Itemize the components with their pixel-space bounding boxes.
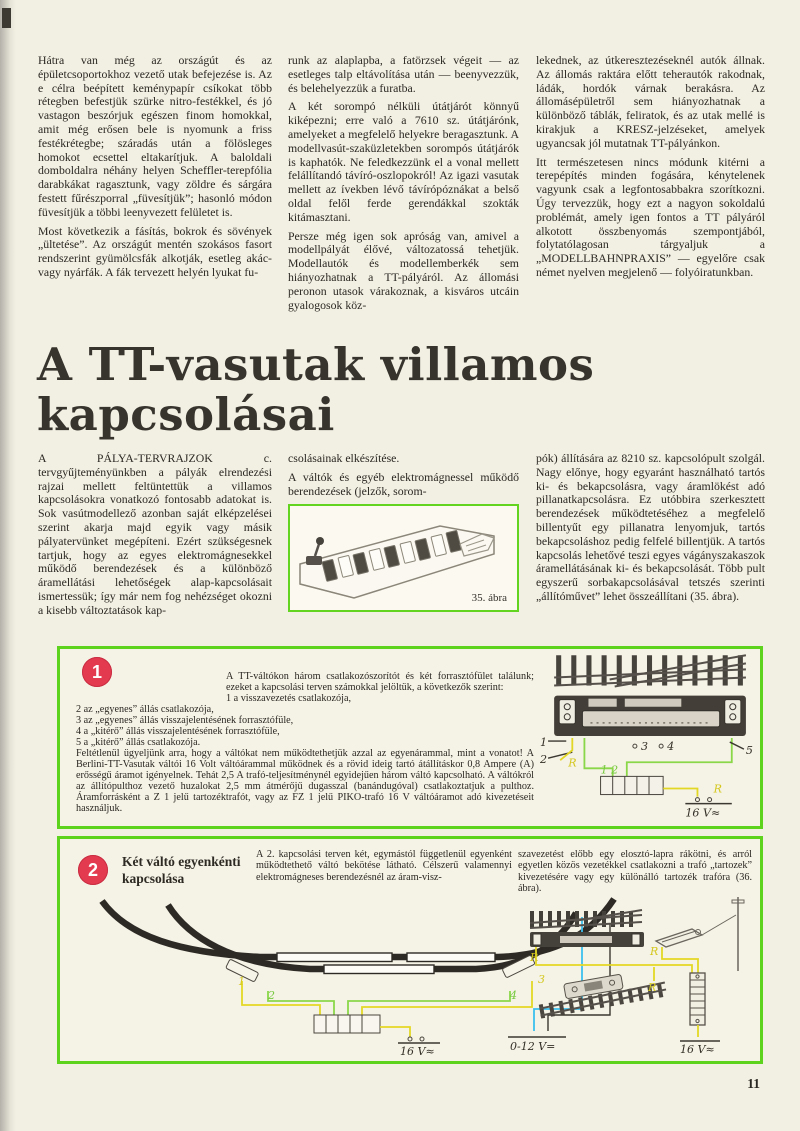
article-main-column-2 [288, 452, 519, 648]
paragraph: Persze még igen sok apróság van, amivel a modellpályát élővé, változatossá tehetjük. Modellautók és modellemberkék sem hiányozhatnak a TT-pályáról. Az állomási peronon utasok várakoznak, a kisváros utcáin gyalogosok köz- [288, 228, 519, 312]
article-top-column-2 [288, 54, 519, 340]
paragraph: szavezetést előbb egy elosztó-lapra rákötni, és arról egyetlen közös vezetékkel csatlakozni a trafó „tartozek” kivezetésére vagy egy különálló tartozék trafóra (36. ábra). [518, 849, 752, 895]
voltage-label-0-12v-dc: 0-12 V= [510, 1040, 556, 1053]
box-1-text [76, 671, 534, 814]
lamp-illustration [656, 897, 744, 971]
list-item: 1 a visszavezetés csatlakozója, [226, 693, 352, 704]
paragraph: Hátra van még az országút és az épületcsoportokhoz vezető utak befejezése is. Az e célra beépített keménypapír csíkokat több rétegben befestjük szürke nitro-festékkel, és jó vastagon beszórjuk egészen finom homokkal, amit még erősen bele is nyomunk a friss festékrétegbe; száradás után a fölösleges homokot ecsettel eltakarítjuk. A baloldali domboldalra néhány helyen Scheffler-terepfólia darabkákat ragasztunk, vagy zöldre és sárgára festett fűrészporral „füvesítjük”; hasonló módon füvesítjük a többi leenyvezett felületet is. [38, 54, 272, 219]
return-wire-label-r: R [713, 782, 722, 796]
control-panel-illustration [290, 506, 502, 604]
step-2-badge: 2 [78, 855, 108, 885]
voltage-label-16v-ac: 16 V≈ [685, 806, 721, 820]
wire-number-3: 3 [538, 973, 545, 986]
paragraph: pók) állítására az 8210 sz. kapcsolópult szolgál. Nagy előnye, hogy egyaránt használható tartós ki- és bekapcsolásra, vagy áramlökést adó pillanatkapcsolásra. Ez utóbbira szerkesztett berendezések működtetéséhez a megfelelő billentyűt egy pillanatra lenyomjuk, tartós bekapcsoláshoz pedig felfelé billentjük. A tartós kapcsolás lehetővé teszi egyes vágányszakaszok áramellátásának ki- és bekapcsolását. Több pult egyszerű sorbakapcsolásával tetszés szerinti „állítóművet” lehet összeállítani (35. ábra). [536, 452, 765, 603]
scan-edge-shadow [0, 0, 16, 1131]
figure-35-caption: 35. ábra [471, 591, 507, 604]
article-main-column-3 [536, 452, 765, 652]
headline-line-2: kapcsolásai [37, 388, 335, 441]
box-1-intro: A TT-váltókon három csatlakozószorítót és két forrasztófület találunk; ezeket a kapcsolási terven számokkal jelöltük, a következők szerint: [76, 671, 534, 693]
list-item: 2 az „egyenes” állás csatlakozója, [76, 704, 214, 715]
paragraph: runk az alaplapba, a fatörzsek végeit — az esetleges talp eltávolítása után — beenyvezzük, és belehelyezzük a furatba. [288, 54, 519, 95]
headline-line-1: A TT-vasutak villamos [37, 338, 595, 391]
terminal-list [76, 693, 534, 748]
turnout-illustration [554, 655, 746, 736]
paragraph: A két sorompó nélküli útátjárót könnyű kiképezni; erre való a 7610 sz. útátjárónk, amelyeket a megfelelő helyekre beragasztunk. A modellvasút-szaküzletekben sorompós útátjárók is kaphatók. Ne feledkezzünk el a vonal mellett felállítandó távíró-oszlopokról! Az igazi vasutak mellett az ívekben lévő távírópóznákat a belső oldal felől ferde gerendákkal szokták kitámasztani. [288, 99, 519, 224]
two-turnout-wiring-diagram [62, 897, 752, 1057]
step-1-badge: 1 [82, 657, 112, 687]
voltage-label-16v-ac-2: 16 V≈ [680, 1043, 715, 1056]
paragraph: Most következik a fásítás, bokrok és sövények „ültetése”. Az országút mentén szokásos fasort rendszerint gyümölcsfák alkotják, esetleg akác- vagy nyárfák. A fák tervezett helyén lyukat fu- [38, 223, 272, 279]
return-wire-label-r: R [530, 951, 539, 964]
terminal-block [314, 1015, 380, 1033]
panel-lever-knob [316, 537, 324, 545]
terminal-number-3: 3 [640, 740, 649, 754]
paragraph: A PÁLYA-TERVRAJZOK c. tervgyűjteményünkben a pályák elrendezési rajzai mellett feltüntettük a villamos kapcsolásokra vonatkozó fontosabb adatokat is. Sok vasútmodellező azonban saját elképzelései szerint akarja majd egyik vagy másik pályatervünket megépíteni. Ezért szükségesnek tartjuk, hogy az egyes elektromágnesekkel működő berendezések és a különböző áramellátási lehetőségek alap-kapcsolásait ismertessük; így már nem fog nehézséget okozni a kisebb változtatások kap- [38, 452, 272, 617]
wiring-box-1 [57, 646, 763, 829]
list-item: 5 a „kitérő” állás csatlakozója. [76, 737, 201, 748]
list-item: 3 az „egyenes” állás visszajelentésének forrasztófüle, [76, 715, 294, 726]
return-wire-label-r: R [568, 756, 577, 770]
paragraph: lekednek, az útkeresztezéseknél autók állnak. Az állomás raktára előtt teherautók rakodnak, ládák, hordók várnak berakásra. Az állomásépületről sem hiányozhatnak a különböző táblák, feliratok, és az utak mellé is kirakjuk a KRESZ-jelzéseket, amelyek ugyancsak jól mutatnak TT-pályánkon. [536, 54, 765, 150]
list-item: 4 a „kitérő” állás visszajelentésének forrasztófüle, [76, 726, 280, 737]
distribution-strip [690, 973, 705, 1025]
figure-35-frame [288, 504, 519, 612]
terminal-block [601, 776, 664, 794]
terminal-number-4: 4 [667, 740, 675, 754]
paragraph: A váltók és egyéb elektromágnessel működő berendezések (jelzők, sorom- [288, 469, 519, 498]
terminal-number-5: 5 [745, 744, 753, 758]
wire-number-4: 4 [510, 989, 517, 1002]
turnout-wiring-diagram [540, 649, 755, 821]
wiring-box-2 [57, 836, 763, 1064]
terminal-number-2: 2 [540, 753, 548, 767]
scan-corner-mark [2, 8, 11, 28]
voltage-label-16v-ac: 16 V≈ [400, 1045, 435, 1057]
return-wire-label-r: R [650, 945, 659, 958]
terminal-number-1: 1 [540, 736, 548, 750]
panel-lever-base [306, 556, 322, 565]
insulated-track-section [277, 953, 392, 962]
article-headline [37, 340, 757, 440]
article-main-column-1 [38, 452, 272, 648]
return-wire-label-r: R [648, 981, 657, 994]
wire-number-2: 2 [268, 989, 275, 1002]
paragraph: Itt természetesen nincs módunk kitérni a terepépítés minden fogására, kénytelenek vagyunk csak a legfontosabbakra szorítkozni. Úgy tervezzük, hogy ezt a nagyon sokoldalú problémát, amely igen fontos a TT pályáról alkotott összbenyomás szempontjából, folytatólagosan tárgyaljuk a „MODELLBAHNPRAXIS” — egyelőre csak német nyelven megjelenő — folyóiratunkban. [536, 154, 765, 279]
box-2-title: Két váltó egyenkénti kapcsolása [122, 854, 241, 886]
wire-number-1: 1 [238, 975, 245, 988]
paragraph: csolásainak elkészítése. [288, 452, 400, 465]
box-2-text-column-2 [518, 849, 752, 895]
article-top-column-1 [38, 54, 272, 340]
paragraph: A 2. kapcsolási terven két, egymástól függetlenül egyenként működtethető váltó bekötése látható. Célszerű valamennyi elektromágneses berendezésnél az áram-visz- [256, 849, 512, 883]
badge-spacer [76, 671, 226, 694]
box-1-body: Feltétlenül ügyeljünk arra, hogy a váltókat nem működtethetjük azzal az egyenárammal, mint a vonatot! A Berlini-TT-Vasutak váltói 16 Volt váltóárammal működnek és a rövid ideig tartó átállításkor 0,8 Ampere (A) erősségű áramot igényelnek. Tehát 2,5 A trafó-teljesítménynél egyidejűen három váltó kapcsolható. A váltókról az állítópulthoz vezető huzalokat 2,5 mm átmérőjű dugasszal (banándugóval) csatlakoztatjuk a pulthoz. Áramforrásként a Z 1 jelű tartozéktrafót, vagy az FZ 1 jelű PIKO-trafó 16 V váltóáramot adó kivezetéseit használjuk. [76, 748, 534, 814]
page-number: 11 [747, 1076, 760, 1091]
block-wire-numbers: 1 2 [600, 763, 619, 777]
article-top-column-3 [536, 54, 765, 340]
box-2-text-column-1 [256, 849, 512, 883]
